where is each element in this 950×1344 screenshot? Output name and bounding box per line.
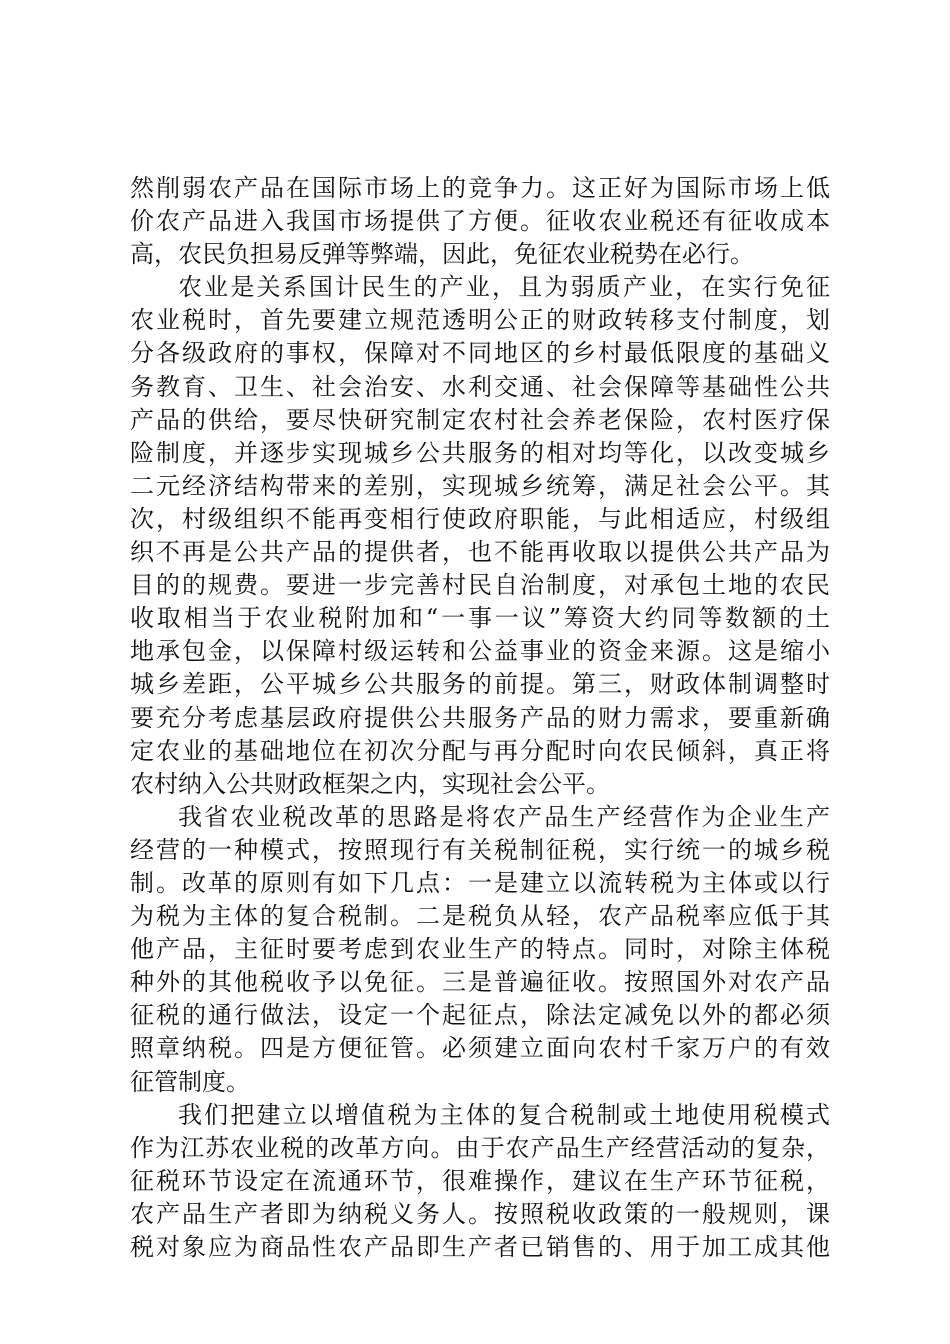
text-line: 征税的通行做法，设定一个起征点，除法定减免以外的都必须 (130, 1001, 830, 1030)
text-line: 地承包金，以保障村级运转和公益事业的资金来源。这是缩小 (130, 637, 830, 666)
text-line: 价农产品进入我国市场提供了方便。征收农业税还有征收成本 (130, 207, 830, 236)
body-text (130, 172, 830, 1264)
text-line: 次，村级组织不能再变相行使政府职能，与此相适应，村级组 (130, 504, 830, 533)
text-line: 分各级政府的事权，保障对不同地区的乡村最低限度的基础义 (130, 339, 830, 368)
text-line: 然削弱农产品在国际市场上的竞争力。这正好为国际市场上低 (130, 174, 830, 202)
text-line: 税对象应为商品性农产品即生产者已销售的、用于加工成其他 (130, 1233, 830, 1261)
text-line: 高，农民负担易反弹等弊端，因此，免征农业税势在必行。 (130, 240, 754, 269)
text-line: 经营的一种模式，按照现行有关税制征税，实行统一的城乡税 (130, 835, 830, 864)
text-line: 制。改革的原则有如下几点：一是建立以流转税为主体或以行 (130, 868, 830, 897)
text-line: 要充分考虑基层政府提供公共服务产品的财力需求，要重新确 (130, 703, 830, 732)
text-line: 农村纳入公共财政框架之内，实现社会公平。 (130, 769, 610, 798)
text-line: 定农业的基础地位在初次分配与再分配时向农民倾斜，真正将 (130, 736, 830, 765)
text-line: 织不再是公共产品的提供者，也不能再收取以提供公共产品为 (130, 538, 830, 567)
text-line: 我省农业税改革的思路是将农产品生产经营作为企业生产 (178, 802, 830, 831)
text-line: 征管制度。 (130, 1067, 250, 1096)
text-line: 务教育、卫生、社会治安、水利交通、社会保障等基础性公共 (130, 372, 830, 401)
text-line: 种外的其他税收予以免征。三是普遍征收。按照国外对农产品 (130, 968, 830, 997)
text-line: 二元经济结构带来的差别，实现城乡统筹，满足社会公平。其 (130, 471, 830, 500)
text-line: 征税环节设定在流通环节，很难操作，建议在生产环节征税， (130, 1166, 830, 1195)
text-line: 产品的供给，要尽快研究制定农村社会养老保险，农村医疗保 (130, 405, 830, 434)
text-line: 农产品生产者即为纳税义务人。按照税收政策的一般规则，课 (130, 1199, 830, 1228)
text-line: 照章纳税。四是方便征管。必须建立面向农村千家万户的有效 (130, 1034, 830, 1063)
text-line: 他产品，主征时要考虑到农业生产的特点。同时，对除主体税 (130, 935, 830, 964)
text-line: 城乡差距，公平城乡公共服务的前提。第三，财政体制调整时 (130, 670, 830, 699)
text-line: 为税为主体的复合税制。二是税负从轻，农产品税率应低于其 (130, 902, 830, 931)
text-line: 收取相当于农业税附加和“一事一议”筹资大约同等数额的土 (130, 604, 830, 633)
text-line: 我们把建立以增值税为主体的复合税制或土地使用税模式 (178, 1100, 830, 1129)
text-line: 目的的规费。要进一步完善村民自治制度，对承包土地的农民 (130, 571, 830, 600)
text-line: 险制度，并逐步实现城乡公共服务的相对均等化，以改变城乡 (130, 438, 830, 467)
text-line: 农业税时，首先要建立规范透明公正的财政转移支付制度，划 (130, 306, 830, 335)
text-line: 农业是关系国计民生的产业，且为弱质产业，在实行免征 (178, 273, 830, 302)
text-line: 作为江苏农业税的改革方向。由于农产品生产经营活动的复杂， (130, 1133, 830, 1162)
